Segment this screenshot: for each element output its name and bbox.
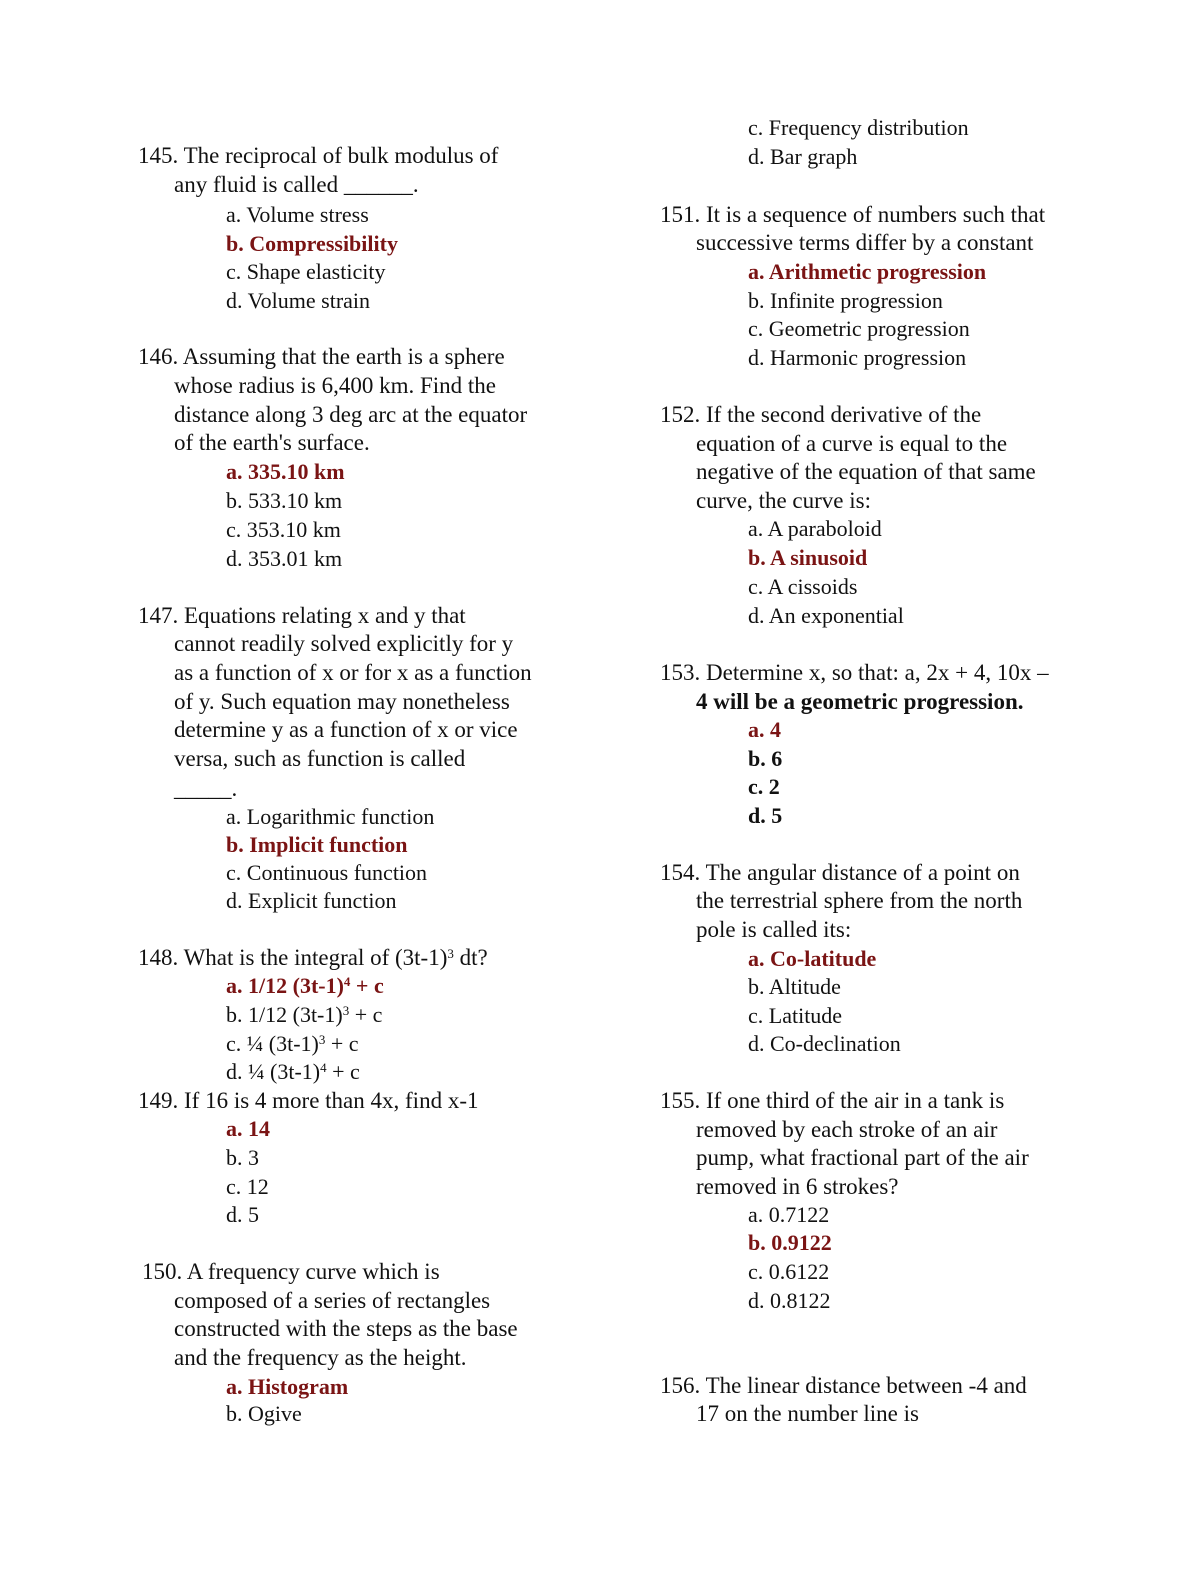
q145-line2: any fluid is called ______. (174, 172, 419, 197)
q154-option-d: d. Co-declination (748, 1031, 901, 1056)
q147-line6: versa, such as function is called (174, 746, 466, 771)
q153-line2: 4 will be a geometric progression. (696, 689, 1024, 714)
q154-option-b: b. Altitude (748, 974, 841, 999)
q147-option-b-answer: b. Implicit function (226, 832, 408, 857)
q154-line3: pole is called its: (696, 917, 852, 942)
q148-option-a-answer: a. 1/12 $(3t-1)^4 + c$ (226, 973, 384, 998)
q150-line4: and the frequency as the height. (174, 1345, 467, 1370)
q145-option-b-answer: b. Compressibility (226, 231, 398, 256)
q155-line3: pump, what fractional part of the air (696, 1145, 1029, 1170)
q155-line4: removed in 6 strokes? (696, 1174, 899, 1199)
q146-line3: distance along 3 deg arc at the equator (174, 402, 528, 427)
q150-line1: 150. A frequency curve which is (142, 1259, 440, 1284)
q156-line2: 17 on the number line is (696, 1401, 919, 1426)
q151-line2: successive terms differ by a constant (696, 230, 1034, 255)
q152-line2: equation of a curve is equal to the (696, 431, 1008, 456)
q150-option-d: d. Bar graph (748, 144, 858, 169)
q147-line7: _____. (174, 776, 238, 801)
q147-option-c: c. Continuous function (226, 860, 428, 885)
q148-option-c: c. ¼ $(3t-1)^3 + c$ (226, 1031, 359, 1056)
q147-line5: determine y as a function of x or vice (174, 717, 518, 742)
q149-line1: 149. If 16 is 4 more than 4x, find x-1 (138, 1088, 479, 1113)
q153-line1: 153. Determine x, so that: a, 2x + 4, 10x – (660, 660, 1049, 685)
q153-option-a-answer: a. 4 (748, 717, 781, 742)
q146-line2: whose radius is 6,400 km. Find the (174, 373, 496, 398)
q146-option-b: b. 533.10 km (226, 488, 343, 513)
q148-option-d: d. ¼ $(3t-1)^4 + c$ (226, 1059, 360, 1084)
q149-option-a-answer: a. 14 (226, 1116, 270, 1141)
q155-option-d: d. 0.8122 (748, 1288, 831, 1313)
q145-option-c: c. Shape elasticity (226, 259, 386, 284)
q150-option-b: b. Ogive (226, 1401, 302, 1426)
q153-option-c: c. 2 (748, 774, 780, 799)
q156-line1: 156. The linear distance between -4 and (660, 1373, 1027, 1398)
q150-line2: composed of a series of rectangles (174, 1288, 491, 1313)
q151-option-b: b. Infinite progression (748, 288, 943, 313)
q155-line2: removed by each stroke of an air (696, 1117, 998, 1142)
q152-line1: 152. If the second derivative of the (660, 402, 982, 427)
q146-line4: of the earth's surface. (174, 430, 370, 455)
q147-option-d: d. Explicit function (226, 888, 397, 913)
q148-option-b: b. 1/12 $(3t-1)^3 + c$ (226, 1002, 383, 1027)
q155-line1: 155. If one third of the air in a tank is (660, 1088, 1005, 1113)
q155-option-c: c. 0.6122 (748, 1259, 830, 1284)
q147-option-a: a. Logarithmic function (226, 804, 435, 829)
q149-option-c: c. 12 (226, 1174, 269, 1199)
q155-option-a: a. 0.7122 (748, 1202, 830, 1227)
q154-option-c: c. Latitude (748, 1003, 843, 1028)
q155-option-b-answer: b. 0.9122 (748, 1230, 832, 1255)
q147-line3: as a function of x or for x as a function (174, 660, 532, 685)
q152-line4: curve, the curve is: (696, 488, 871, 513)
q152-option-b-answer: b. A sinusoid (748, 545, 868, 570)
q154-line2: the terrestrial sphere from the north (696, 888, 1023, 913)
q147-line4: of y. Such equation may nonetheless (174, 689, 510, 714)
q151-line1: 151. It is a sequence of numbers such that (660, 202, 1046, 227)
q150-line3: constructed with the steps as the base (174, 1316, 518, 1341)
q154-option-a-answer: a. Co-latitude (748, 946, 877, 971)
q145-line1: 145. The reciprocal of bulk modulus of (138, 143, 499, 168)
q151-option-d: d. Harmonic progression (748, 345, 967, 370)
q154-line1: 154. The angular distance of a point on (660, 860, 1020, 885)
q146-option-d: d. 353.01 km (226, 546, 343, 571)
q150-option-a-answer: a. Histogram (226, 1374, 349, 1399)
q147-line2: cannot readily solved explicitly for y (174, 631, 514, 656)
q146-option-a-answer: a. 335.10 km (226, 459, 345, 484)
q145-option-a: a. Volume stress (226, 202, 369, 227)
q153-option-d: d. 5 (748, 803, 783, 828)
q152-option-d: d. An exponential (748, 603, 904, 628)
q149-option-d: d. 5 (226, 1202, 259, 1227)
q145-option-d: d. Volume strain (226, 288, 371, 313)
q152-option-c: c. A cissoids (748, 574, 858, 599)
q151-option-a-answer: a. Arithmetic progression (748, 259, 987, 284)
q150-option-c: c. Frequency distribution (748, 115, 969, 140)
q151-option-c: c. Geometric progression (748, 316, 970, 341)
q146-line1: 146. Assuming that the earth is a sphere (138, 344, 505, 369)
q152-option-a: a. A paraboloid (748, 516, 882, 541)
q146-option-c: c. 353.10 km (226, 517, 341, 542)
q153-option-b: b. 6 (748, 746, 783, 771)
q149-option-b: b. 3 (226, 1145, 259, 1170)
q148-line1: 148. What is the integral of $(3t-1)^3$ dt? (138, 945, 488, 970)
q152-line3: negative of the equation of that same (696, 459, 1036, 484)
q147-line1: 147. Equations relating x and y that (138, 603, 466, 628)
